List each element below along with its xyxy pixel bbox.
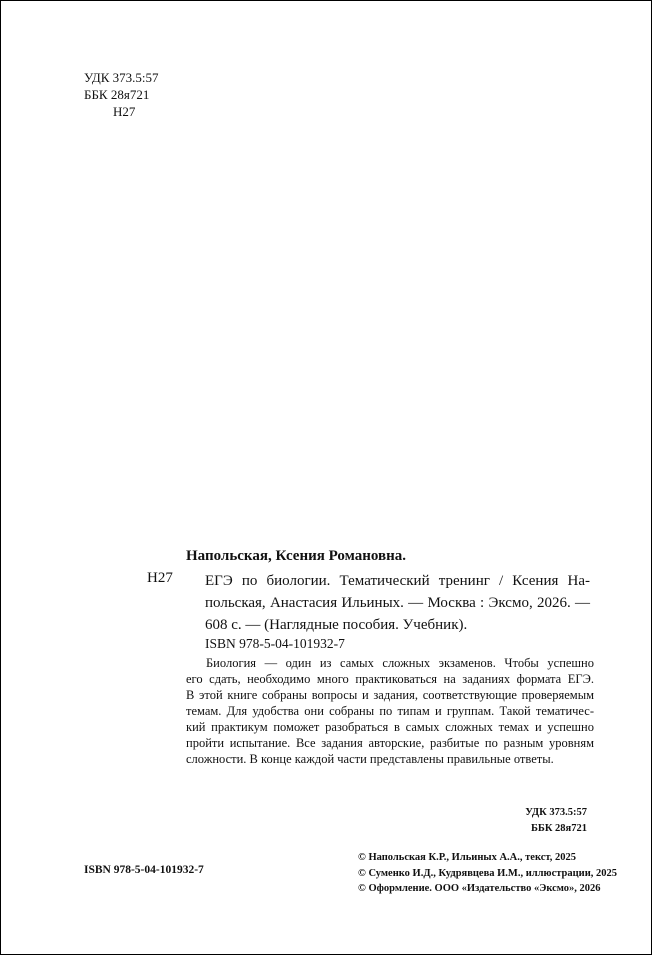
abstract-line: сложности. В конце каждой части представлены правильные ответы. [186, 752, 554, 766]
abstract-line: его сдать, необходимо много практиковаться на заданиях формата ЕГЭ. [186, 672, 594, 686]
abstract [186, 655, 594, 767]
record-author-mark: Н27 [147, 570, 173, 586]
abstract-line: В этой книге собраны вопросы и задания, соответствующие проверяемым [186, 688, 594, 702]
copyright-line: © Оформление. ООО «Издательство «Эксмо», 2026 [358, 883, 601, 894]
bbk-code: ББК 28я721 [530, 823, 587, 834]
top-classification-codes [84, 69, 159, 120]
description-line: 608 с. — (Наглядные пособия. Учебник). [205, 617, 468, 633]
bbk-code: ББК 28я721 [84, 87, 150, 102]
author-heading: Напольская, Ксения Романовна. [186, 548, 406, 564]
udk-code: УДК 373.5:57 [84, 70, 159, 85]
record-isbn: ISBN 978-5-04-101932-7 [205, 636, 345, 651]
bottom-isbn: ISBN 978-5-04-101932-7 [84, 864, 204, 876]
copyright-line: © Напольская К.Р., Ильиных А.А., текст, 2025 [358, 852, 577, 863]
description-line: ЕГЭ по биологии. Тематический тренинг / Ксения На- [205, 573, 590, 589]
author-mark: Н27 [113, 104, 136, 119]
copyright-line: © Суменко И.Д., Кудрявцева И.М., иллюстрации, 2025 [358, 867, 618, 879]
abstract-line: Биология — один из самых сложных экзаменов. Чтобы успешно [206, 656, 594, 670]
copyright-block [358, 850, 617, 897]
description-line: польская, Анастасия Ильиных. — Москва : Эксмо, 2026. — [205, 595, 590, 611]
abstract-line: кий практикум поможет разобраться в самых сложных темах и успешно [186, 720, 594, 734]
abstract-line: пройти испытание. Все задания авторские, разбитые по разным уровням [186, 736, 594, 750]
bottom-classification-codes [480, 805, 587, 837]
abstract-line: темам. Для удобства они собраны по типам и группам. Такой тематичес- [186, 704, 594, 718]
bibliographic-description [205, 570, 590, 636]
udk-code: УДК 373.5:57 [525, 807, 587, 818]
